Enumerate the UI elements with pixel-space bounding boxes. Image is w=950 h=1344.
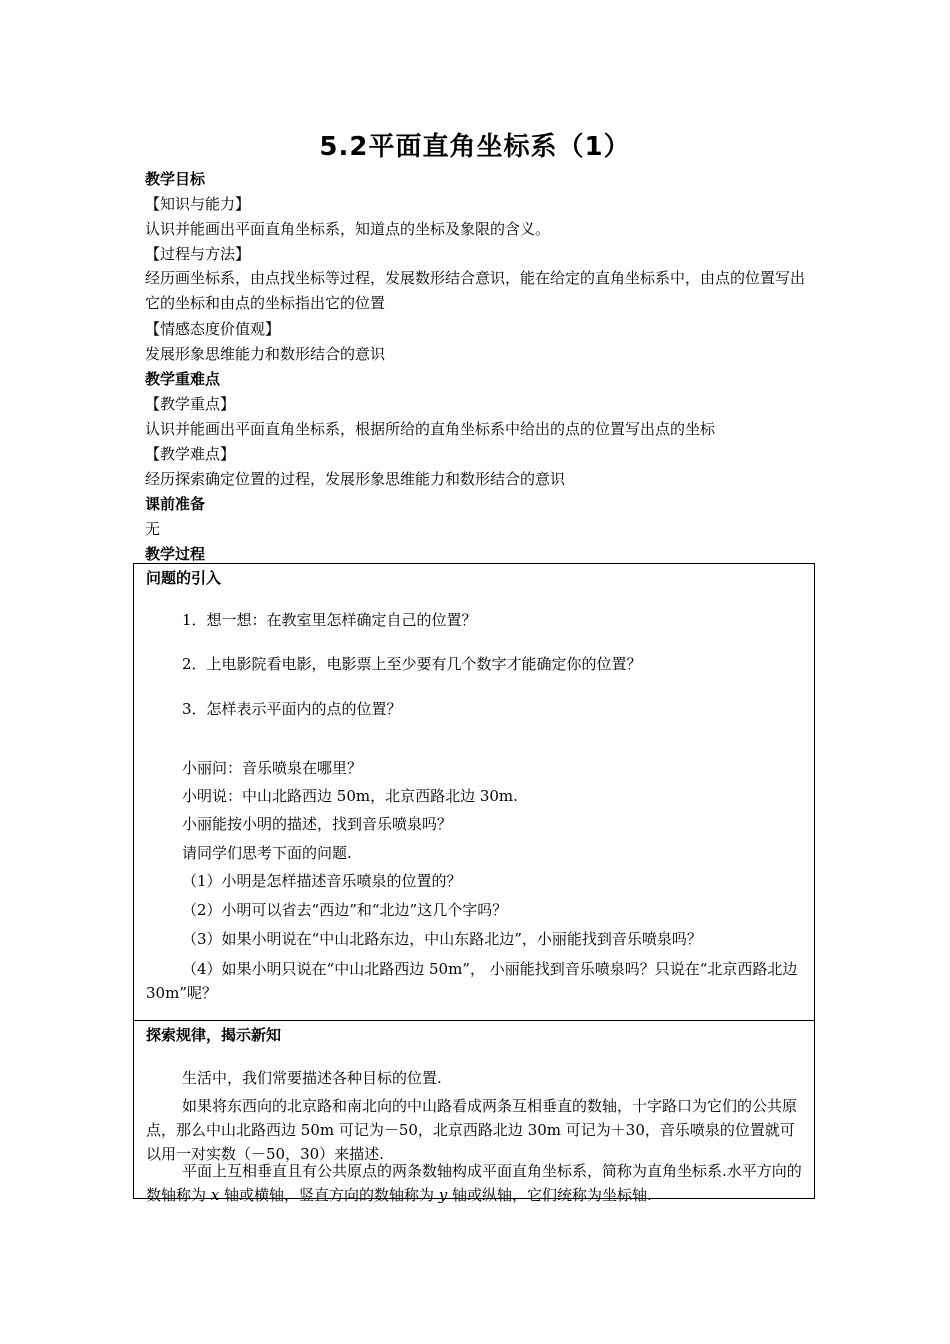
process-heading: 教学过程 — [145, 545, 206, 563]
section2-paragraph-3 — [146, 1159, 808, 1207]
process-label: 【过程与方法】 — [145, 245, 251, 263]
question-2: 2．上电影院看电影，电影票上至少要有几个数字才能确定你的位置？ — [182, 655, 642, 673]
section-divider — [134, 1020, 814, 1021]
sub-question-4: （4）如果小明只说在“中山北路西边 50m”， 小丽能找到音乐喷泉吗？只说在“北京西路北边 30m”呢？ — [146, 960, 798, 1002]
preparation-text: 无 — [145, 520, 161, 538]
objectives-heading: 教学目标 — [145, 170, 206, 188]
section2-paragraph-2: 如果将东西向的北京路和南北向的中山路看成两条互相垂直的数轴，十字路口为它们的公共原点，那么中山北路西边 50m 可记为－50，北京西路北边 30m 可记为＋30，音乐喷泉的位置就可以用一对实数（－50，30）来描述. — [146, 1097, 798, 1163]
difficulty-label: 【教学难点】 — [145, 445, 236, 463]
knowledge-text: 认识并能画出平面直角坐标系，知道点的坐标及象限的含义。 — [145, 220, 551, 238]
sub-question-1: （1）小明是怎样描述音乐喷泉的位置的？ — [182, 872, 462, 890]
paragraph-3-part-b: 轴或横轴，竖直方向的数轴称为 — [219, 1186, 439, 1204]
sub-question-2: （2）小明可以省去“西边”和“北边”这几个字吗？ — [182, 901, 508, 919]
knowledge-label: 【知识与能力】 — [145, 195, 251, 213]
page-title: 5.2平面直角坐标系（1） — [319, 132, 631, 162]
dialogue-3: 小丽能按小明的描述，找到音乐喷泉吗？ — [182, 815, 453, 833]
section2-heading: 探索规律，揭示新知 — [146, 1026, 282, 1044]
focus-text: 认识并能画出平面直角坐标系，根据所给的直角坐标系中给出的点的位置写出点的坐标 — [145, 420, 716, 438]
preparation-heading: 课前准备 — [145, 495, 206, 513]
dialogue-4: 请同学们思考下面的问题. — [182, 844, 352, 862]
section1-heading: 问题的引入 — [146, 569, 222, 587]
x-axis-symbol: x — [210, 1186, 220, 1204]
teaching-process-table — [133, 563, 815, 1204]
focus-label: 【教学重点】 — [145, 395, 236, 413]
question-3: 3．怎样表示平面内的点的位置？ — [182, 700, 402, 718]
section2-paragraph-1: 生活中，我们常要描述各种目标的位置. — [182, 1069, 442, 1087]
paragraph-3-part-c: 轴或纵轴，它们统称为坐标轴. — [447, 1186, 652, 1204]
y-axis-symbol: y — [438, 1186, 448, 1204]
paragraph-3-part-a: 平面上互相垂直且有公共原点的两条数轴构成平面直角坐标系，简称为直角坐标系.水平方向的数轴称为 — [146, 1162, 802, 1204]
emotion-text: 发展形象思维能力和数形结合的意识 — [145, 345, 386, 363]
dialogue-1: 小丽问：音乐喷泉在哪里？ — [182, 759, 363, 777]
question-1: 1．想一想：在教室里怎样确定自己的位置？ — [182, 611, 477, 629]
sub-question-3: （3）如果小明说在“中山北路东边，中山东路北边”，小丽能找到音乐喷泉吗？ — [182, 930, 702, 948]
dialogue-2: 小明说：中山北路西边 50m，北京西路北边 30m. — [182, 787, 518, 805]
key-points-heading: 教学重难点 — [145, 370, 221, 388]
process-text: 经历画坐标系，由点找坐标等过程，发展数形结合意识，能在给定的直角坐标系中，由点的位置写出它的坐标和由点的坐标指出它的位置 — [145, 269, 806, 312]
emotion-label: 【情感态度价值观】 — [145, 320, 281, 338]
difficulty-text: 经历探索确定位置的过程，发展形象思维能力和数形结合的意识 — [145, 470, 566, 488]
